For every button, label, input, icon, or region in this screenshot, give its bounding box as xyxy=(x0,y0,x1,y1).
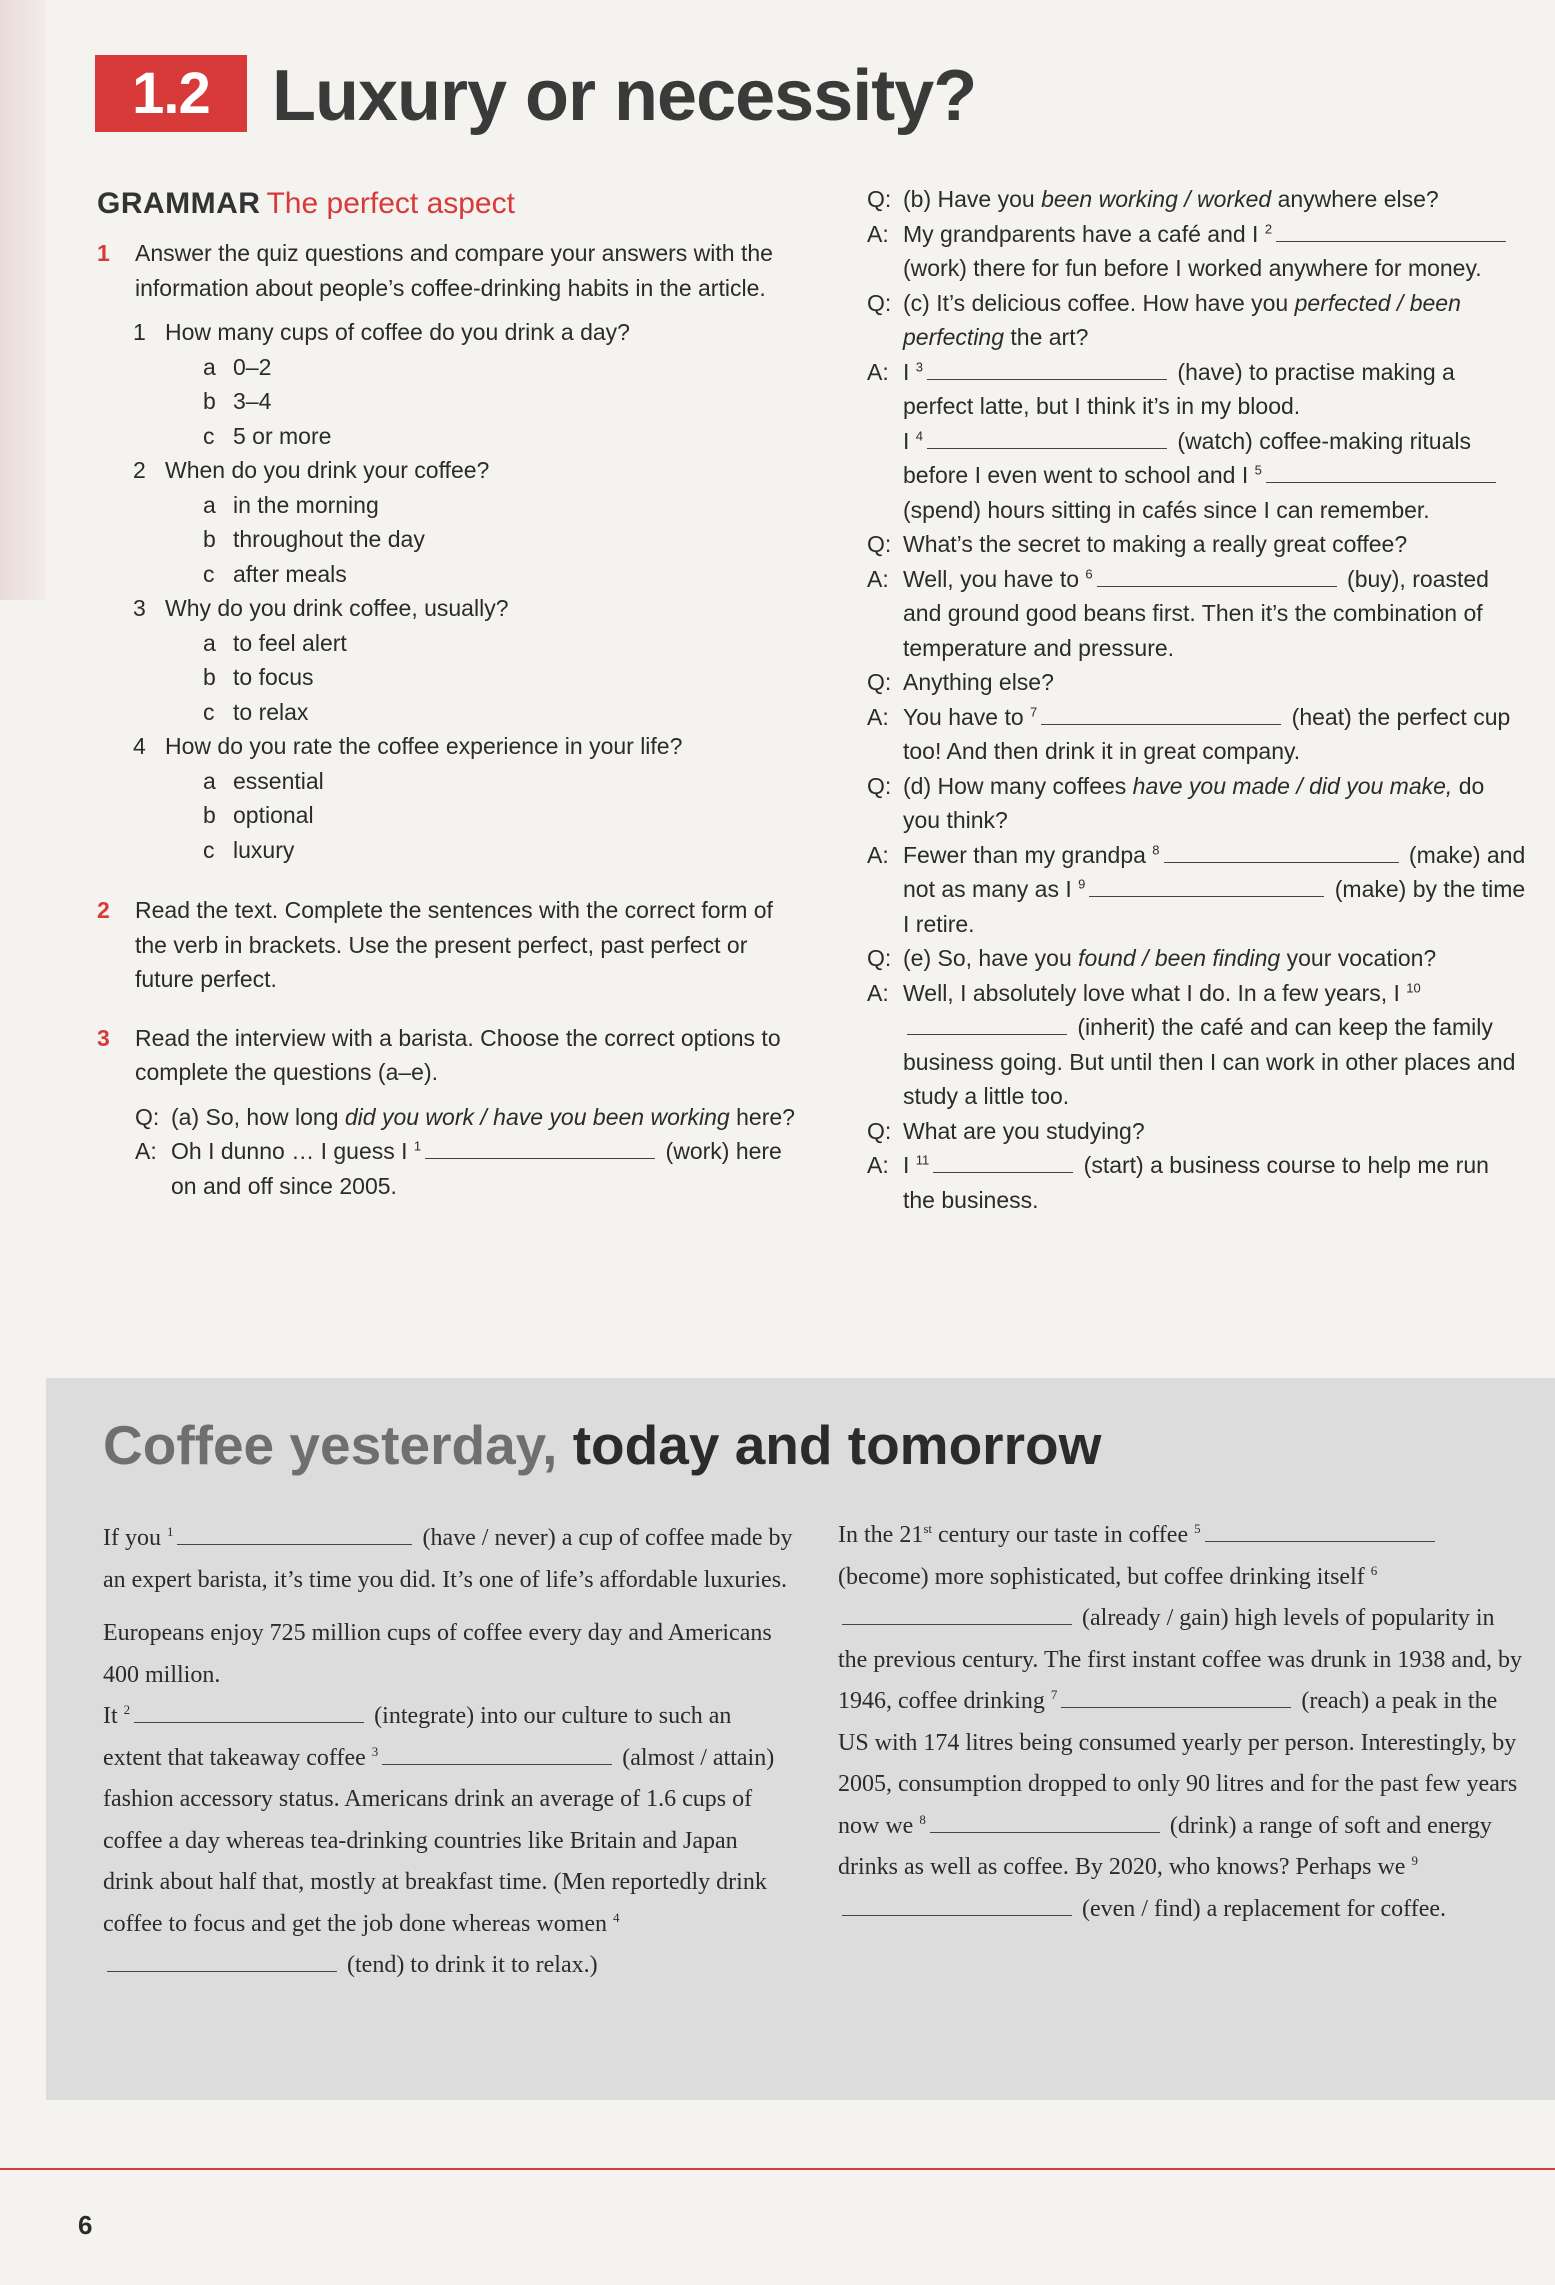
answer-gap[interactable] xyxy=(425,1138,655,1159)
answer-gap[interactable] xyxy=(1266,462,1496,483)
dialogue-text xyxy=(903,286,1527,355)
quiz-option[interactable] xyxy=(203,660,797,695)
text: (make) and not as many as I xyxy=(903,841,1526,902)
left-column xyxy=(97,182,797,1203)
dialogue-text xyxy=(903,838,1527,942)
answer-gap[interactable] xyxy=(177,1524,412,1545)
quiz xyxy=(133,315,797,867)
gap-number: 7 xyxy=(1030,703,1038,719)
text: (work) here on and off since 2005. xyxy=(171,1138,782,1199)
speaker-indent xyxy=(867,424,903,528)
gap-number: 4 xyxy=(613,1909,620,1925)
gap-number: 5 xyxy=(1254,462,1262,478)
dialogue-text xyxy=(903,562,1527,666)
dialogue-answer xyxy=(867,217,1527,286)
quiz-option[interactable] xyxy=(203,626,797,661)
dialogue-answer xyxy=(867,700,1527,769)
text: century our taste in coffee xyxy=(931,1522,1195,1548)
text: (heat) the perfect cup too! And then drink it in great company. xyxy=(903,703,1511,764)
gap-number: 3 xyxy=(371,1743,379,1759)
dialogue-text xyxy=(171,1134,797,1203)
speaker-label: Q: xyxy=(867,531,892,557)
option-text: 5 or more xyxy=(233,422,332,449)
dialogue-answer xyxy=(135,1134,797,1203)
page-number: 6 xyxy=(78,2210,93,2240)
option-letter: c xyxy=(203,422,215,449)
text: I xyxy=(903,358,916,385)
answer-gap[interactable] xyxy=(933,1152,1073,1173)
answer-gap[interactable] xyxy=(842,1604,1072,1625)
option-text: to focus xyxy=(233,664,314,690)
answer-gap[interactable] xyxy=(1164,842,1399,863)
dialogue-question xyxy=(867,182,1527,217)
text: (have / never) a cup of coffee made by an expert barista, it’s time you did. It’s one of life’s affordable luxuries. xyxy=(103,1525,793,1593)
gap-number: 6 xyxy=(1370,1562,1378,1578)
text: Well, I absolutely love what I do. In a few years, I xyxy=(903,979,1407,1006)
exercise-number: 2 xyxy=(97,897,110,923)
exercise-instruction: Read the text. Complete the sentences with the correct form of the verb in brackets. Use the present perfect, past perfect or future perfect. xyxy=(135,897,773,992)
option-letter: b xyxy=(203,802,216,828)
quiz-option[interactable] xyxy=(203,833,797,868)
article-title-part1: Coffee yesterday, xyxy=(103,1414,558,1476)
option-text: essential xyxy=(233,767,324,794)
answer-gap[interactable] xyxy=(1097,566,1337,587)
option-letter: b xyxy=(203,388,216,414)
dialogue-text xyxy=(903,1148,1527,1217)
speaker-label: A: xyxy=(867,565,889,592)
quiz-option[interactable] xyxy=(203,488,797,523)
dialogue-question xyxy=(867,286,1527,355)
gap-number: 2 xyxy=(123,1702,131,1717)
exercise-1 xyxy=(97,236,797,305)
quiz-option[interactable] xyxy=(203,419,797,454)
quiz-question xyxy=(133,729,797,764)
text: the art? xyxy=(1004,324,1089,350)
answer-gap[interactable] xyxy=(1276,221,1506,242)
option-text: 3–4 xyxy=(233,388,272,414)
dialogue-question xyxy=(867,941,1527,976)
gap-number: 6 xyxy=(1085,565,1093,581)
speaker-label: A: xyxy=(867,220,889,247)
answer-gap[interactable] xyxy=(1205,1521,1435,1542)
answer-gap[interactable] xyxy=(930,1812,1160,1833)
text: (b) Have you xyxy=(903,186,1042,212)
text: here? xyxy=(729,1103,795,1130)
dialogue-text xyxy=(903,700,1527,769)
answer-gap[interactable] xyxy=(382,1744,612,1765)
speaker-label: A: xyxy=(867,841,889,868)
ordinal-suffix: st xyxy=(923,1521,932,1536)
text: your vocation? xyxy=(1280,945,1437,971)
text: (even / find) a replacement for coffee. xyxy=(1076,1895,1447,1922)
speaker-label: Q: xyxy=(867,1117,892,1144)
dialogue-answer xyxy=(867,976,1527,1114)
grammar-topic: The perfect aspect xyxy=(266,187,515,220)
text: (d) How many coffees xyxy=(903,772,1133,799)
gap-number: 1 xyxy=(166,1524,174,1539)
choice-option[interactable]: found / been finding xyxy=(1078,945,1281,971)
text: (inherit) the café and can keep the family business going. But until then I can work in other places and study a little too. xyxy=(903,1014,1516,1109)
question-number: 1 xyxy=(133,319,146,345)
exercise-instruction: Read the interview with a barista. Choose the correct options to complete the questions (a–e). xyxy=(135,1024,781,1085)
answer-gap[interactable] xyxy=(1061,1687,1291,1708)
answer-gap[interactable] xyxy=(842,1895,1072,1916)
text: anywhere else? xyxy=(1271,186,1439,212)
option-letter: a xyxy=(203,353,216,380)
gap-number: 8 xyxy=(919,1811,926,1827)
quiz-question xyxy=(133,591,797,626)
option-text: to relax xyxy=(233,698,309,725)
option-letter: b xyxy=(203,664,216,690)
dialogue-text xyxy=(903,182,1439,217)
speaker-label: Q: xyxy=(135,1103,160,1130)
text: (have) to practise making a perfect latte, but I think it’s in my blood. xyxy=(903,358,1455,419)
text: Fewer than my grandpa xyxy=(903,841,1153,868)
text: I xyxy=(903,427,916,454)
text: If you xyxy=(103,1525,167,1551)
dialogue-question xyxy=(867,1114,1527,1149)
dialogue-text xyxy=(903,769,1527,838)
option-letter: a xyxy=(203,767,216,794)
dialogue-answer xyxy=(867,355,1527,424)
question-number: 2 xyxy=(133,457,146,483)
option-text: optional xyxy=(233,802,314,828)
answer-gap[interactable] xyxy=(134,1702,364,1723)
quiz-option[interactable] xyxy=(203,522,797,557)
dialogue-text xyxy=(903,424,1527,528)
exercise-number: 3 xyxy=(97,1024,110,1051)
gap-number: 9 xyxy=(1411,1853,1418,1868)
speaker-label: Q: xyxy=(867,945,892,971)
interview-dialogue-start xyxy=(135,1100,797,1204)
text: (e) So, have you xyxy=(903,945,1079,971)
dialogue-question xyxy=(867,665,1527,700)
quiz-question xyxy=(133,453,797,488)
gap-number: 11 xyxy=(915,1152,930,1168)
choice-option[interactable]: been working / worked xyxy=(1041,186,1272,212)
dialogue-text: What’s the secret to making a really great coffee? xyxy=(903,531,1408,557)
exercise-instruction: Answer the quiz questions and compare your answers with the information about people’s coffee-drinking habits in the article. xyxy=(135,240,773,301)
article-left-column xyxy=(103,1518,793,1999)
option-text: throughout the day xyxy=(233,526,425,552)
text: (tend) to drink it to relax.) xyxy=(341,1952,598,1978)
gap-number: 2 xyxy=(1264,220,1273,236)
article-right-column xyxy=(838,1515,1528,1942)
question-number: 4 xyxy=(133,733,146,759)
text: Europeans enjoy 725 million cups of coffee every day and Americans 400 million. xyxy=(103,1620,772,1688)
gap-number: 7 xyxy=(1050,1687,1058,1702)
speaker-label: A: xyxy=(867,358,889,385)
text: (drink) a range of soft and energy drinks as well as coffee. By 2020, who knows? Perhaps we xyxy=(838,1812,1492,1880)
speaker-label: Q: xyxy=(867,669,892,695)
exercise-3 xyxy=(97,1021,797,1090)
text: (become) more sophisticated, but coffee drinking itself xyxy=(838,1563,1371,1590)
speaker-label: Q: xyxy=(867,186,892,212)
text: You have to xyxy=(903,703,1031,730)
dialogue-answer xyxy=(867,838,1527,942)
option-letter: b xyxy=(203,526,216,552)
option-letter: c xyxy=(203,698,215,725)
text: (spend) hours sitting in cafés since I can remember. xyxy=(903,496,1430,523)
text: (almost / attain) fashion accessory status. Americans drink an average of 1.6 cups of coffee a day whereas tea-drinking countries like Britain and Japan drink about half that, mostly at breakfast time. (Men reportedly drink coffee to focus and get the job done whereas women xyxy=(103,1744,775,1937)
quiz-option[interactable] xyxy=(203,695,797,730)
margin-band xyxy=(0,0,46,600)
unit-number-badge: 1.2 xyxy=(95,55,247,132)
speaker-label: Q: xyxy=(867,772,892,799)
dialogue-question xyxy=(867,527,1527,562)
option-text: luxury xyxy=(233,836,295,863)
dialogue-text xyxy=(903,217,1527,286)
question-text: How many cups of coffee do you drink a day? xyxy=(165,319,630,345)
grammar-label: GRAMMAR xyxy=(97,187,261,220)
answer-gap[interactable] xyxy=(927,428,1167,449)
text: It xyxy=(103,1703,124,1729)
article-paragraph xyxy=(838,1515,1528,1930)
gap-number: 1 xyxy=(413,1138,422,1154)
answer-gap[interactable] xyxy=(1089,876,1324,897)
option-text: after meals xyxy=(233,560,347,587)
gap-number: 9 xyxy=(1078,876,1086,892)
option-letter: a xyxy=(203,491,216,518)
option-text: 0–2 xyxy=(233,353,272,380)
quiz-option[interactable] xyxy=(203,798,797,833)
text: I xyxy=(903,1152,916,1178)
grammar-heading xyxy=(97,182,797,226)
text: Well, you have to xyxy=(903,565,1086,592)
dialogue-text: What are you studying? xyxy=(903,1117,1145,1144)
answer-gap[interactable] xyxy=(927,359,1167,380)
dialogue-answer xyxy=(867,562,1527,666)
option-text: in the morning xyxy=(233,491,379,518)
option-text: to feel alert xyxy=(233,629,347,656)
quiz-option[interactable] xyxy=(203,384,797,419)
footer-rule xyxy=(0,2168,1555,2170)
gap-number: 10 xyxy=(1406,979,1421,995)
text: Oh I dunno … I guess I xyxy=(171,1138,414,1164)
option-letter: a xyxy=(203,629,216,656)
text: (integrate) into our culture to such an extent that takeaway coffee xyxy=(103,1703,732,1771)
dialogue-text: Anything else? xyxy=(903,669,1054,695)
question-text: Why do you drink coffee, usually? xyxy=(165,595,509,621)
text: (c) It’s delicious coffee. How have you xyxy=(903,289,1295,316)
question-text: When do you drink your coffee? xyxy=(165,457,490,483)
text: (already / gain) high levels of popularity in the previous century. The first instant coffee was drunk in 1938 and, by 1946, coffee drinking xyxy=(838,1605,1523,1714)
article-title xyxy=(103,1410,1101,1480)
article-paragraph xyxy=(103,1613,793,1987)
speaker-label: A: xyxy=(135,1138,157,1164)
exercise-number: 1 xyxy=(97,240,110,266)
dialogue-text xyxy=(171,1100,795,1135)
text: (work) there for fun before I worked anywhere for money. xyxy=(903,255,1482,281)
choice-option[interactable]: have you made / did you make, xyxy=(1132,772,1453,799)
choice-option[interactable]: perfected / been perfecting xyxy=(903,289,1461,350)
dialogue-question xyxy=(867,769,1527,838)
exercise-2 xyxy=(97,893,797,997)
question-number: 3 xyxy=(133,595,146,621)
dialogue-text xyxy=(903,941,1436,976)
answer-gap[interactable] xyxy=(1041,704,1281,725)
dialogue-text xyxy=(903,976,1527,1114)
text: (watch) coffee-making rituals before I even went to school and I xyxy=(903,427,1471,488)
text: do you think? xyxy=(903,772,1485,833)
gap-number: 4 xyxy=(915,427,924,443)
speaker-label: A: xyxy=(867,979,889,1006)
text: My grandparents have a café and I xyxy=(903,220,1265,247)
option-letter: c xyxy=(203,560,215,587)
right-column xyxy=(867,182,1527,1217)
article-paragraph xyxy=(103,1518,793,1601)
gap-number: 8 xyxy=(1152,841,1160,857)
text: (make) by the time I retire. xyxy=(903,876,1526,937)
quiz-question xyxy=(133,315,797,350)
option-letter: c xyxy=(203,836,215,863)
text: In the 21 xyxy=(838,1522,924,1548)
speaker-label: A: xyxy=(867,703,889,730)
dialogue-text xyxy=(903,355,1527,424)
quiz-option[interactable] xyxy=(203,557,797,592)
text: (buy), roasted and ground good beans first. Then it’s the combination of temperature and pressure. xyxy=(903,565,1489,661)
quiz-option[interactable] xyxy=(203,764,797,799)
answer-gap[interactable] xyxy=(107,1951,337,1972)
quiz-option[interactable] xyxy=(203,350,797,385)
gap-number: 5 xyxy=(1194,1521,1201,1536)
page-title: Luxury or necessity? xyxy=(272,56,977,136)
question-text: How do you rate the coffee experience in your life? xyxy=(165,733,683,759)
choice-option[interactable]: did you work / have you been working xyxy=(344,1103,730,1130)
dialogue-answer xyxy=(867,1148,1527,1217)
gap-number: 3 xyxy=(915,358,924,374)
speaker-label: Q: xyxy=(867,289,892,316)
text: (reach) a peak in the US with 174 litres being consumed yearly per person. Interestingly, by 2005, consumption dropped to only 90 litres and for the past few years now we xyxy=(838,1688,1518,1839)
speaker-label: A: xyxy=(867,1152,889,1178)
dialogue-question xyxy=(135,1100,797,1135)
article-title-part2: today and tomorrow xyxy=(572,1414,1102,1476)
dialogue-answer-continued xyxy=(867,424,1527,528)
answer-gap[interactable] xyxy=(907,1014,1067,1035)
text: (a) So, how long xyxy=(171,1103,345,1130)
text: (start) a business course to help me run the business. xyxy=(903,1152,1489,1213)
